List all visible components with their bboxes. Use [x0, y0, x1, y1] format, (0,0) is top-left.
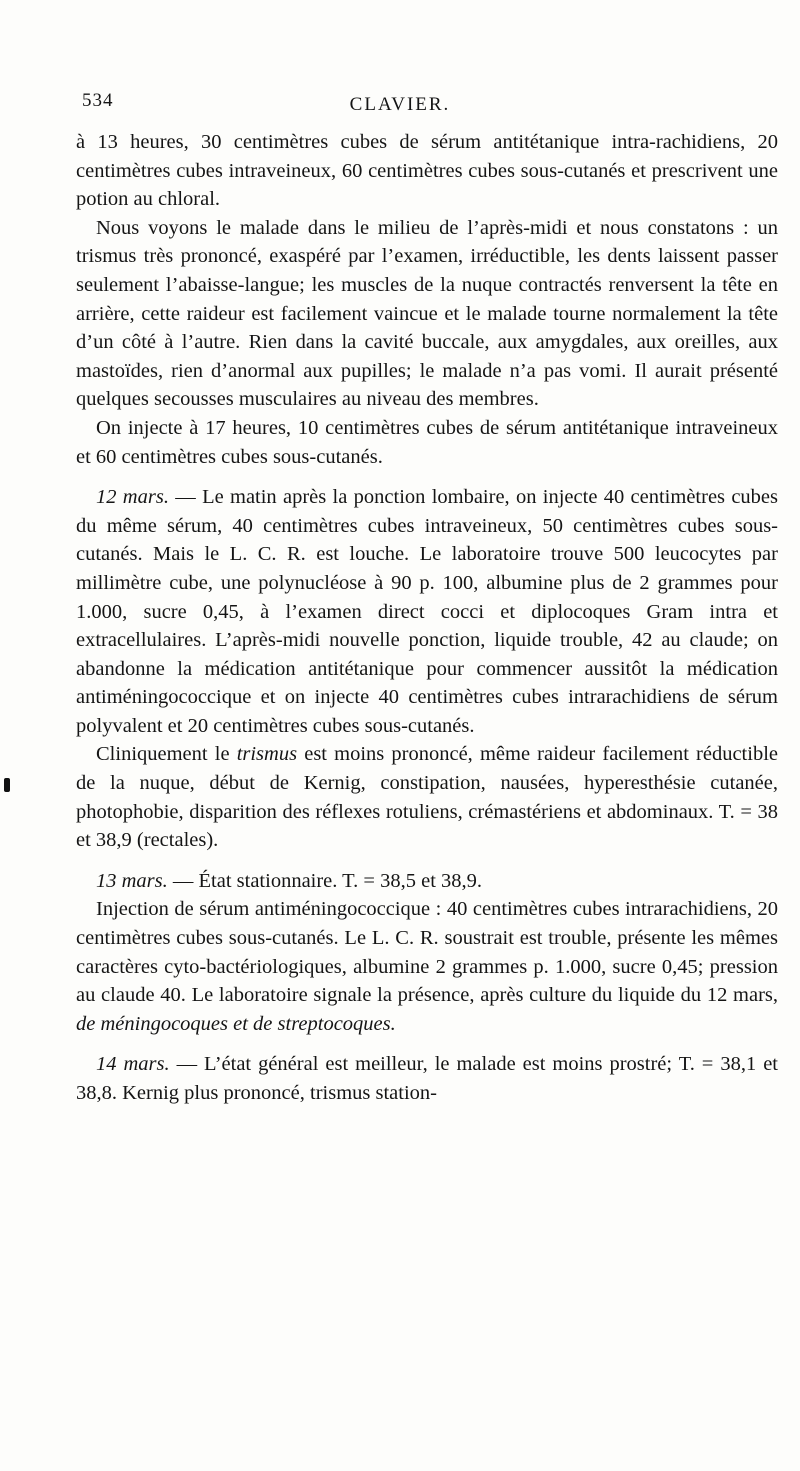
- italic-term: trismus: [236, 743, 298, 766]
- paragraph-text: Cliniquement le: [96, 743, 237, 766]
- paragraph-text: — L’état général est meilleur, le malade est moins prostré; T. = 38,1 et 38,8. Kernig plus prononcé, trismus station-: [76, 1053, 778, 1104]
- paragraph-text: — Le matin après la ponction lombaire, on injecte 40 centimètres cubes du même sérum, 40 centimètres cubes intraveineux, 50 centimètres cubes sous-cutanés. Mais le L. C. R. est louche. Le laboratoire trouve 500 leucocytes par millimètre cube, une polynucléose à 90 p. 100, albumine plus de 2 grammes pour 1.000, sucre 0,45, à l’examen direct cocci et diplocoques Gram intra et extracellulaires. L’après-midi nouvelle ponction, liquide trouble, 42 au claude; on abandonne la médication antitétanique pour commencer aussitôt la médication antiméningococcique et on injecte 40 centimètres cubes intrarachidiens de sérum polyvalent et 20 centimètres cubes sous-cutanés.: [76, 486, 779, 737]
- body-text: [76, 128, 778, 1108]
- paragraph-12-mars: [76, 483, 778, 740]
- date-label: 13 mars.: [96, 869, 168, 892]
- paragraph-14-mars: [76, 1050, 778, 1107]
- margin-ink-mark: [4, 778, 10, 792]
- running-head: CLAVIER.: [349, 94, 451, 115]
- date-label: 14 mars.: [96, 1053, 170, 1076]
- paragraph-text: On injecte à 17 heures, 10 centimètres cubes de sérum antitétanique intraveineux et 60 centimètres cubes sous-cutanés.: [76, 416, 778, 468]
- paragraph-text: Injection de sérum antiméningococcique : 40 centimètres cubes intrarachidiens, 20 centimètres cubes sous-cutanés. Le L. C. R. soustrait est trouble, présente les mêmes caractères cyto-bactériologiques, albumine 2 grammes p. 1.000, sucre 0,45; pression au claude 40. Le laboratoire signale la présence, après culture du liquide du 12 mars,: [76, 898, 778, 1007]
- paragraph-continuation: [76, 128, 778, 214]
- page-number: 534: [82, 90, 114, 111]
- paragraph-text: à 13 heures, 30 centimètres cubes de sérum antitétanique intra-rachidiens, 20 centimètres cubes intraveineux, 60 centimètres cubes sous-cutanés et prescrivent une potion au chloral.: [76, 131, 778, 211]
- paragraph-17h-injection: [76, 414, 778, 471]
- paragraph-text: — État stationnaire. T. = 38,5 et 38,9.: [167, 869, 483, 892]
- paragraph-clinical: [76, 740, 778, 854]
- paragraph-text: Nous voyons le malade dans le milieu de l’après-midi et nous constatons : un trismus très prononcé, exaspéré par l’examen, irréductible, les dents laissent passer seulement l’abaisse-langue; les muscles de la nuque contractés renversent la tête en arrière, cette raideur est facilement vaincue et le malade tourne normalement la tête d’un côté à l’autre. Rien dans la cavité buccale, aux amygdales, aux oreilles, aux mastoïdes, rien d’anormal aux pupilles; le malade n’a pas vomi. Il aurait présenté quelques secousses musculaires au niveau des membres.: [76, 216, 778, 411]
- paragraph-afternoon-exam: [76, 214, 778, 414]
- date-label: 12 mars.: [96, 486, 169, 509]
- italic-finding: de méningocoques et de streptocoques.: [76, 1012, 396, 1035]
- paragraph-13-mars: [76, 867, 778, 896]
- paragraph-text: est moins prononcé, même raideur facilement réductible de la nuque, début de Kernig, constipation, nausées, hyperesthésie cutanée, photophobie, disparition des réflexes rotuliens, crémastériens et abdominaux. T. = 38 et 38,9 (rectales).: [76, 743, 778, 852]
- paragraph-injection: [76, 895, 778, 1038]
